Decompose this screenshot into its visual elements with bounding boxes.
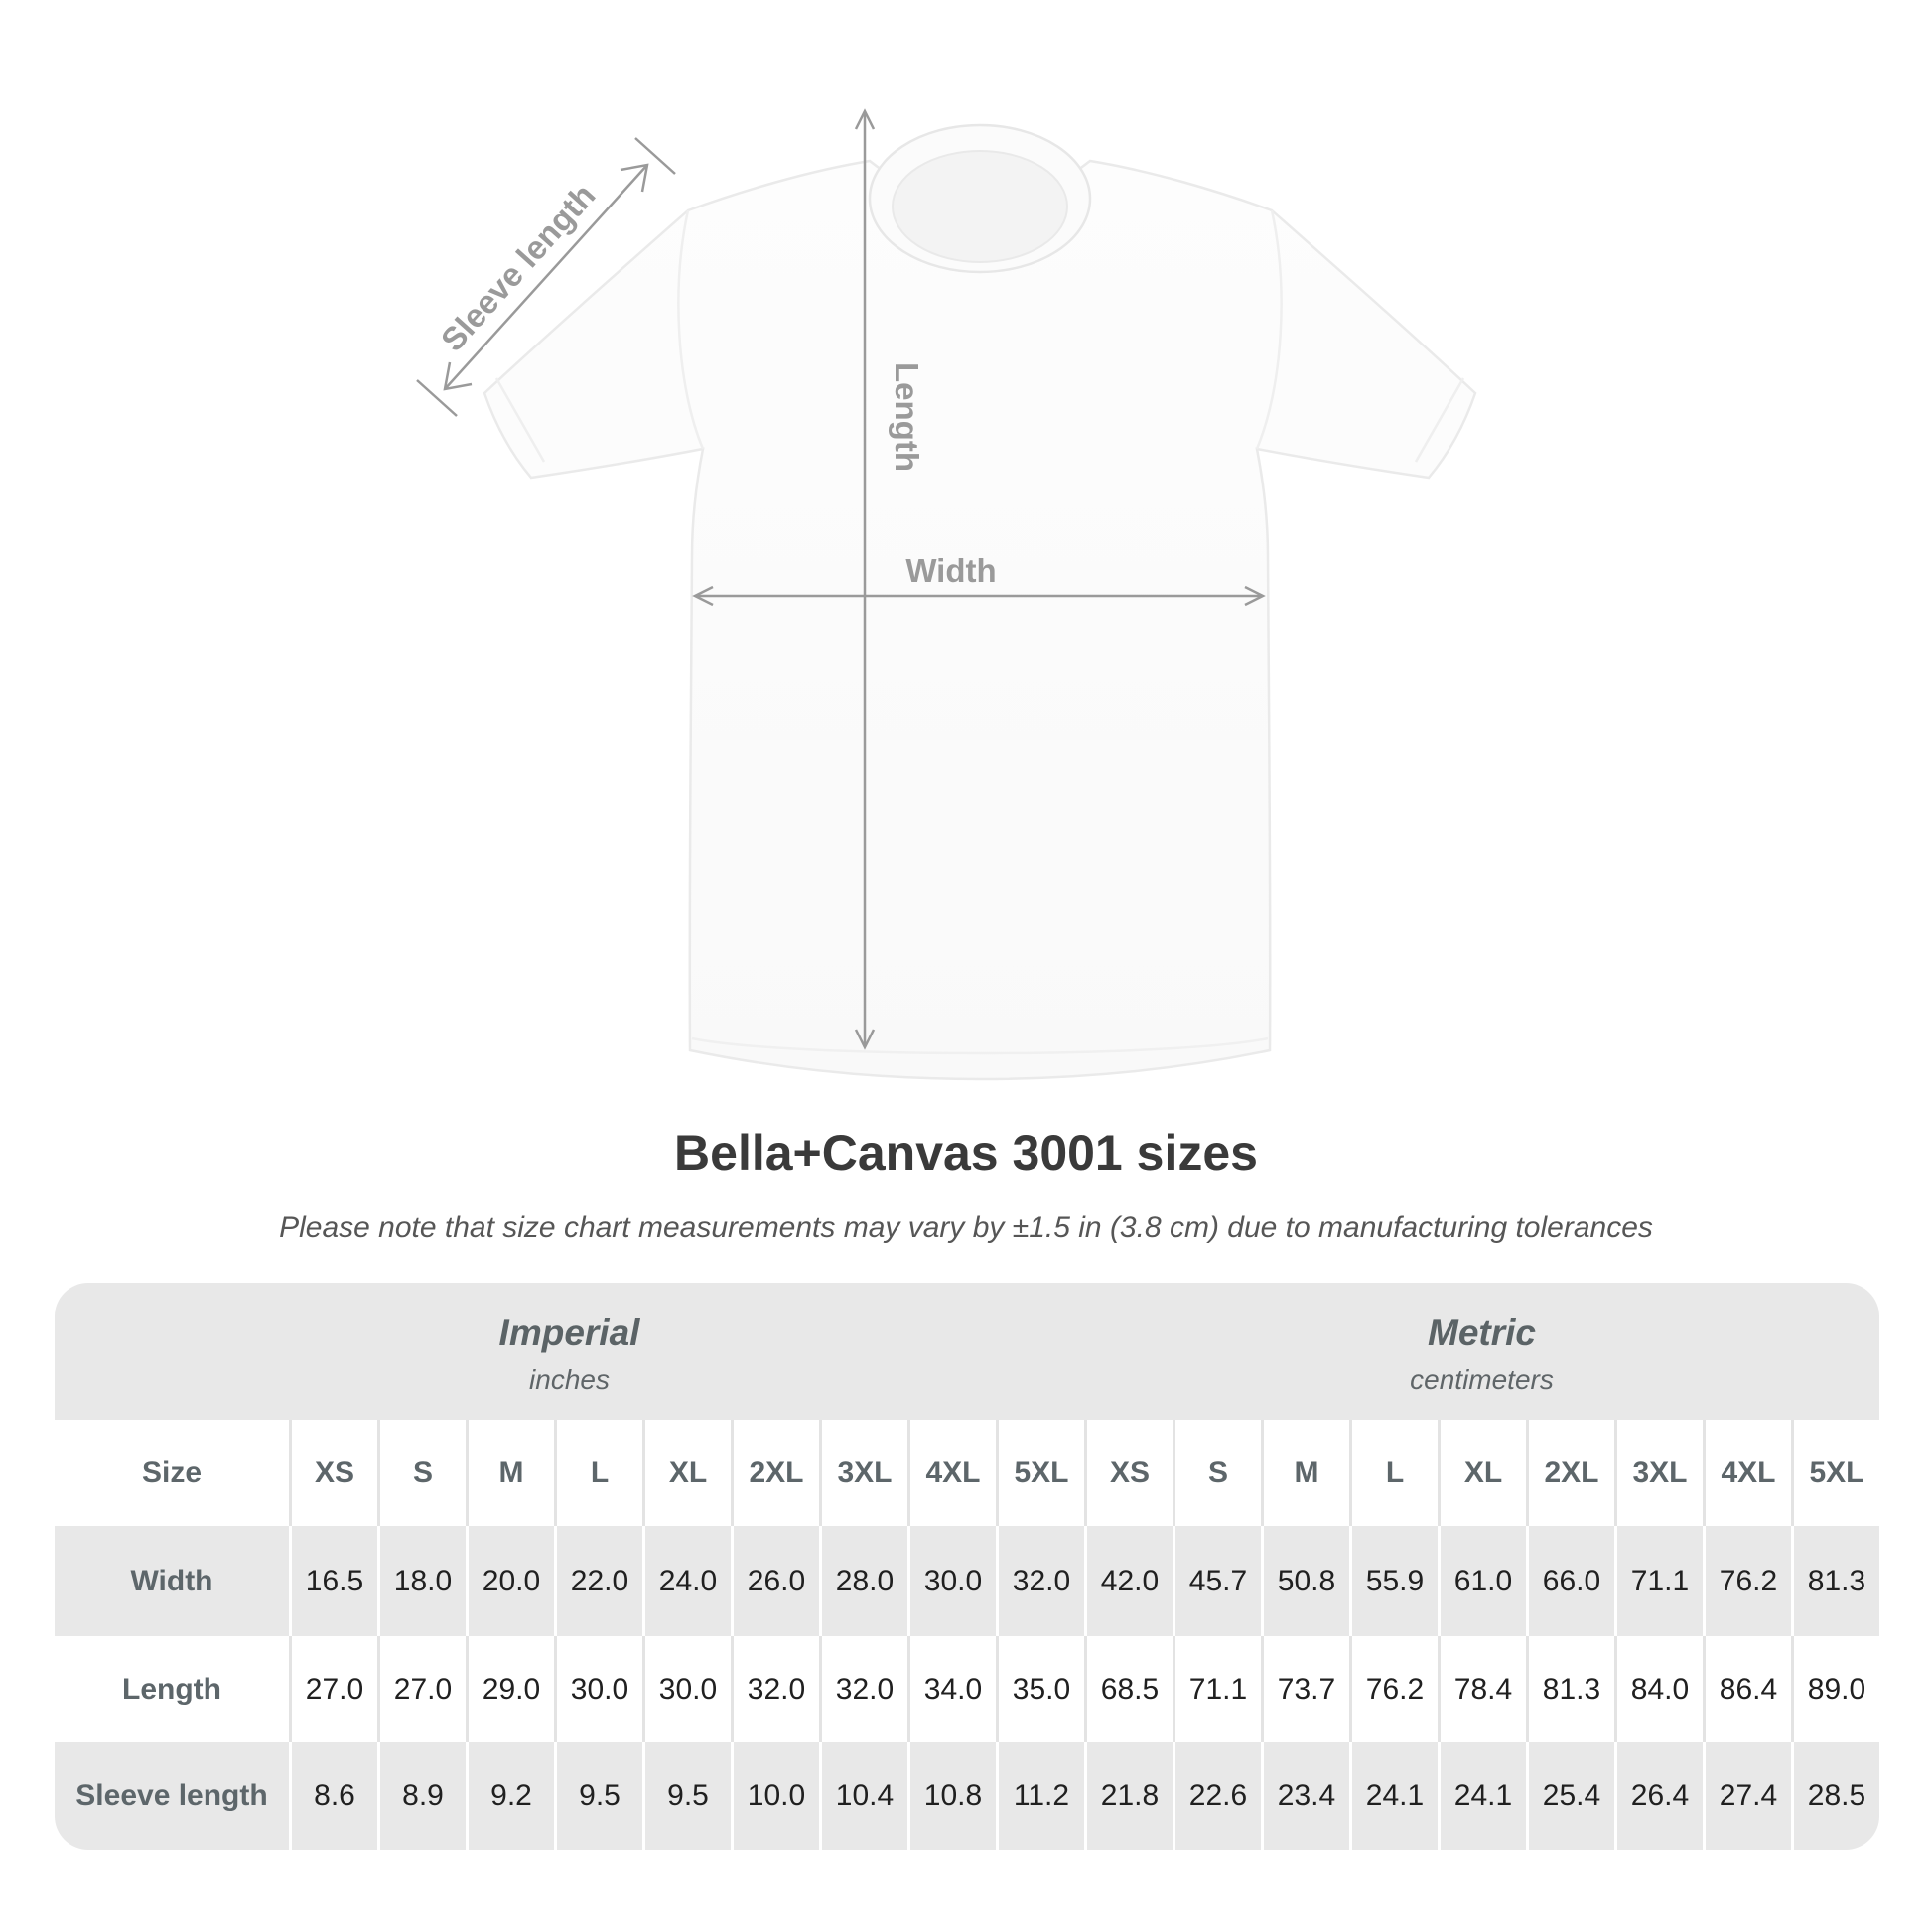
value-cell: 32.0: [819, 1636, 907, 1742]
value-cell: 21.8: [1084, 1742, 1173, 1850]
value-cell: 81.3: [1791, 1526, 1879, 1636]
value-cell: 23.4: [1261, 1742, 1349, 1850]
size-header-cell: 5XL: [1791, 1420, 1879, 1526]
imperial-group-header: [55, 1307, 1084, 1397]
imperial-label: Imperial: [498, 1311, 640, 1353]
size-header-cell: S: [1173, 1420, 1261, 1526]
value-cell: 27.0: [377, 1636, 466, 1742]
value-cell: 16.5: [289, 1526, 377, 1636]
value-cell: 20.0: [466, 1526, 554, 1636]
length-label: Length: [889, 362, 925, 472]
size-header-cell: 2XL: [731, 1420, 819, 1526]
value-cell: 11.2: [996, 1742, 1084, 1850]
value-cell: 27.0: [289, 1636, 377, 1742]
value-cell: 18.0: [377, 1526, 466, 1636]
value-cell: 61.0: [1438, 1526, 1526, 1636]
width-label: Width: [905, 552, 997, 589]
value-cell: 10.8: [907, 1742, 996, 1850]
size-header-cell: M: [1261, 1420, 1349, 1526]
metric-label: Metric: [1428, 1311, 1536, 1353]
value-cell: 45.7: [1173, 1526, 1261, 1636]
value-cell: 71.1: [1614, 1526, 1703, 1636]
row-label-cell: Size: [141, 1455, 203, 1489]
value-cell: 78.4: [1438, 1636, 1526, 1742]
table-row: [55, 1636, 1879, 1742]
value-cell: 9.2: [466, 1742, 554, 1850]
value-cell: 71.1: [1173, 1636, 1261, 1742]
table-row: [55, 1526, 1879, 1636]
value-cell: 26.4: [1614, 1742, 1703, 1850]
value-cell: 34.0: [907, 1636, 996, 1742]
row-label-cell: Width: [130, 1564, 213, 1597]
value-cell: 84.0: [1614, 1636, 1703, 1742]
value-cell: 8.6: [289, 1742, 377, 1850]
size-header-cell: L: [1349, 1420, 1438, 1526]
value-cell: 9.5: [554, 1742, 642, 1850]
metric-sublabel: centimeters: [1410, 1364, 1554, 1396]
row-label-cell: Length: [122, 1672, 221, 1706]
row-label-cell: Sleeve length: [75, 1779, 268, 1812]
value-cell: 55.9: [1349, 1526, 1438, 1636]
value-cell: 10.4: [819, 1742, 907, 1850]
size-table: [55, 1283, 1879, 1850]
value-cell: 10.0: [731, 1742, 819, 1850]
size-header-cell: XS: [1084, 1420, 1173, 1526]
size-header-cell: 2XL: [1526, 1420, 1614, 1526]
size-header-cell: 4XL: [907, 1420, 996, 1526]
value-cell: 68.5: [1084, 1636, 1173, 1742]
value-cell: 76.2: [1349, 1636, 1438, 1742]
page-title: Bella+Canvas 3001 sizes: [674, 1125, 1258, 1180]
value-cell: 32.0: [996, 1526, 1084, 1636]
value-cell: 89.0: [1791, 1636, 1879, 1742]
value-cell: 26.0: [731, 1526, 819, 1636]
size-header-cell: 3XL: [1614, 1420, 1703, 1526]
value-cell: 28.5: [1791, 1742, 1879, 1850]
size-header-cell: XS: [289, 1420, 377, 1526]
value-cell: 35.0: [996, 1636, 1084, 1742]
value-cell: 42.0: [1084, 1526, 1173, 1636]
size-header-cell: XL: [1438, 1420, 1526, 1526]
value-cell: 24.1: [1438, 1742, 1526, 1850]
size-header-cell: 5XL: [996, 1420, 1084, 1526]
value-cell: 30.0: [642, 1636, 731, 1742]
value-cell: 27.4: [1703, 1742, 1791, 1850]
value-cell: 25.4: [1526, 1742, 1614, 1850]
sleeve-length-label: Sleeve length: [433, 176, 603, 358]
size-header-cell: 3XL: [819, 1420, 907, 1526]
size-header-row: [55, 1420, 1879, 1526]
collar-inner: [893, 151, 1067, 262]
size-header-cell: 4XL: [1703, 1420, 1791, 1526]
unit-group-band: [55, 1283, 1879, 1420]
value-cell: 30.0: [554, 1636, 642, 1742]
value-cell: 8.9: [377, 1742, 466, 1850]
table-row: [55, 1742, 1879, 1850]
value-cell: 50.8: [1261, 1526, 1349, 1636]
size-header-cell: M: [466, 1420, 554, 1526]
value-cell: 30.0: [907, 1526, 996, 1636]
value-cell: 9.5: [642, 1742, 731, 1850]
metric-group-header: [1084, 1307, 1879, 1397]
value-cell: 22.6: [1173, 1742, 1261, 1850]
size-header-cell: XL: [642, 1420, 731, 1526]
value-cell: 81.3: [1526, 1636, 1614, 1742]
value-cell: 32.0: [731, 1636, 819, 1742]
tshirt-graphic: [484, 125, 1475, 1079]
value-cell: 66.0: [1526, 1526, 1614, 1636]
value-cell: 73.7: [1261, 1636, 1349, 1742]
value-cell: 28.0: [819, 1526, 907, 1636]
size-header-cell: S: [377, 1420, 466, 1526]
value-cell: 22.0: [554, 1526, 642, 1636]
imperial-sublabel: inches: [529, 1364, 610, 1396]
value-cell: 86.4: [1703, 1636, 1791, 1742]
page-subtitle: Please note that size chart measurements may vary by ±1.5 in (3.8 cm) due to manufacturing tolerances: [279, 1211, 1653, 1244]
size-header-cell: L: [554, 1420, 642, 1526]
value-cell: 76.2: [1703, 1526, 1791, 1636]
value-cell: 24.1: [1349, 1742, 1438, 1850]
value-cell: 29.0: [466, 1636, 554, 1742]
value-cell: 24.0: [642, 1526, 731, 1636]
